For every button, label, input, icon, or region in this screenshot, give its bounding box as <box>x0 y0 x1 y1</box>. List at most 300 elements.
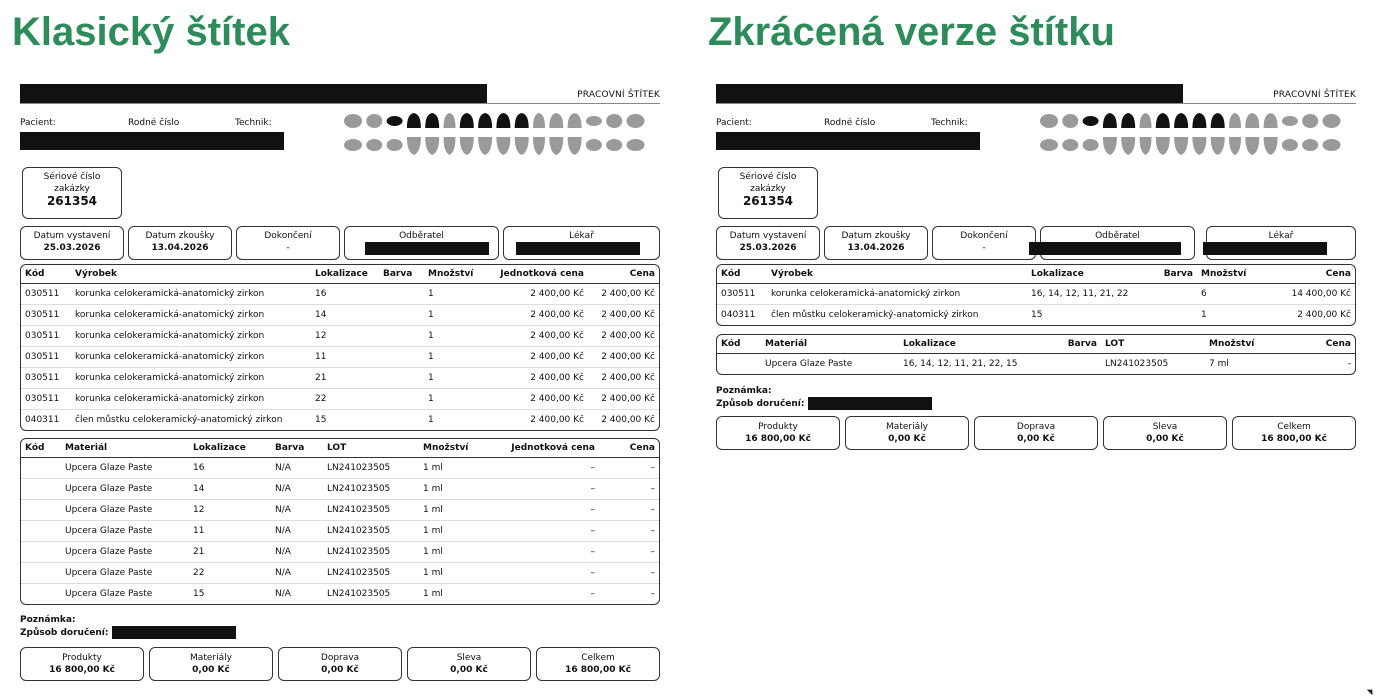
total-label: Sleva <box>1152 422 1178 432</box>
lower-tooth <box>1062 139 1078 151</box>
table-cell: 040311 <box>25 414 60 425</box>
table-cell <box>21 457 61 478</box>
teeth-chart <box>342 112 660 156</box>
serial-number-box <box>22 167 122 219</box>
completion-box <box>932 226 1036 260</box>
total-value: 16 800,00 Kč <box>1261 434 1327 444</box>
table-cell <box>379 388 424 409</box>
table-cell <box>379 346 424 367</box>
upper-tooth <box>549 113 563 128</box>
table-cell: 2 400,00 Kč <box>488 283 588 304</box>
table-row <box>21 562 659 583</box>
total-materiály <box>845 416 969 450</box>
work-label-short <box>716 84 1356 444</box>
column-header: Výrobek <box>767 265 1027 283</box>
lower-tooth <box>1083 139 1099 151</box>
table-cell: 2 400,00 Kč <box>588 325 659 346</box>
table-cell: 1 ml <box>419 478 489 499</box>
table-cell: LN241023505 <box>1105 358 1169 369</box>
table-cell: 2 400,00 Kč <box>488 367 588 388</box>
upper-tooth <box>1121 113 1135 128</box>
lower-tooth <box>549 137 563 155</box>
completion-box <box>236 226 340 260</box>
table-cell: – <box>489 562 599 583</box>
delivery-label: Způsob doručení: <box>20 628 109 638</box>
total-value: 16 800,00 Kč <box>49 665 115 675</box>
short-label-panel <box>708 0 1368 444</box>
table-row <box>21 346 659 367</box>
table-cell <box>717 353 761 374</box>
upper-tooth <box>496 113 510 128</box>
table-cell: LN241023505 <box>323 499 419 520</box>
date-try-value: 13.04.2026 <box>151 243 209 253</box>
table-cell: 2 400,00 Kč <box>588 283 659 304</box>
table-row <box>21 409 659 430</box>
doctor-box <box>1206 226 1356 260</box>
table-cell: Upcera Glaze Paste <box>65 588 153 599</box>
table-cell: 1 <box>1201 309 1207 320</box>
table-cell: – <box>489 457 599 478</box>
total-label: Materiály <box>886 422 928 432</box>
table-cell: 030511 <box>21 346 71 367</box>
date-issued-box <box>716 226 820 260</box>
table-row <box>21 583 659 604</box>
table-cell: 030511 <box>717 283 767 304</box>
column-header: Barva <box>271 439 323 457</box>
lower-tooth <box>425 137 439 155</box>
column-header: Množství <box>424 265 488 283</box>
total-doprava <box>974 416 1098 450</box>
table-cell: 22 <box>311 388 379 409</box>
total-sleva <box>407 647 531 681</box>
upper-tooth <box>627 114 645 128</box>
note-block <box>20 614 236 639</box>
customer-box <box>344 226 499 260</box>
table-cell: 12 <box>311 325 379 346</box>
rodne-cislo-label: Rodné číslo <box>824 118 876 128</box>
serial-value: 261354 <box>46 194 98 208</box>
table-cell: – <box>489 478 599 499</box>
table-cell: 1 ml <box>419 520 489 541</box>
table-cell: 1 ml <box>419 541 489 562</box>
table-cell: 16, 14, 12, 11, 21, 22, 15 <box>903 358 1018 369</box>
label-header <box>716 84 1356 104</box>
table-cell: korunka celokeramická-anatomický zirkon <box>71 388 311 409</box>
table-cell: LN241023505 <box>323 520 419 541</box>
table-cell: – <box>599 562 659 583</box>
column-header: Kód <box>21 265 71 283</box>
table-cell: korunka celokeramická-anatomický zirkon <box>71 325 311 346</box>
column-header: Materiál <box>61 439 189 457</box>
customer-label: Odběratel <box>1095 231 1140 241</box>
label-type: PRACOVNÍ ŠTÍTEK <box>577 90 660 100</box>
table-cell <box>379 283 424 304</box>
table-cell <box>21 520 61 541</box>
table-cell: 040311 <box>721 309 756 320</box>
table-cell: 1 <box>428 414 434 425</box>
upper-tooth <box>533 113 545 128</box>
column-header: LOT <box>1101 335 1205 353</box>
upper-tooth <box>425 113 439 128</box>
upper-tooth <box>1282 116 1298 126</box>
lower-tooth <box>1282 139 1298 151</box>
table-cell: N/A <box>271 478 323 499</box>
table-row <box>21 304 659 325</box>
table-cell: – <box>590 588 595 599</box>
table-cell: korunka celokeramická-anatomický zirkon <box>71 346 311 367</box>
table-cell: - <box>1347 358 1351 369</box>
total-value: 16 800,00 Kč <box>745 434 811 444</box>
table-cell: 2 400,00 Kč <box>588 388 659 409</box>
table-cell: 1 ml <box>419 562 489 583</box>
total-value: 0,00 Kč <box>321 665 359 675</box>
table-cell: 030511 <box>21 388 71 409</box>
table-cell: 16, 14, 12, 11, 21, 22 <box>1027 283 1151 304</box>
table-cell: LN241023505 <box>323 562 419 583</box>
table-cell: – <box>599 457 659 478</box>
table-row <box>21 541 659 562</box>
lower-tooth <box>1156 137 1170 155</box>
doctor-label: Lékař <box>569 231 594 241</box>
products-table <box>20 264 660 431</box>
table-cell: 1 <box>424 367 488 388</box>
doctor-label: Lékař <box>1268 231 1294 241</box>
redacted-delivery <box>808 397 932 410</box>
column-header: Cena <box>599 439 659 457</box>
table-cell: 7 ml <box>1209 358 1229 369</box>
table-cell: LN241023505 <box>327 588 391 599</box>
table-cell: N/A <box>271 520 323 541</box>
table-row <box>21 367 659 388</box>
upper-tooth <box>1103 113 1117 128</box>
table-cell: – <box>599 499 659 520</box>
upper-tooth <box>568 113 582 128</box>
table-cell: 1 <box>424 388 488 409</box>
column-header: Lokalizace <box>1027 265 1151 283</box>
upper-tooth <box>344 114 362 128</box>
table-cell: N/A <box>271 499 323 520</box>
table-row <box>21 388 659 409</box>
table-cell: 1 <box>424 346 488 367</box>
lower-tooth <box>478 137 492 155</box>
redacted-customer <box>365 242 489 255</box>
total-value: 0,00 Kč <box>1017 434 1055 444</box>
table-cell: korunka celokeramická-anatomický zirkon <box>71 283 311 304</box>
redacted-doctor <box>516 242 640 255</box>
lower-tooth <box>586 139 602 151</box>
column-header: Lokalizace <box>899 335 1041 353</box>
upper-tooth <box>1302 114 1318 128</box>
table-cell <box>21 541 61 562</box>
date-issued-value: 25.03.2026 <box>43 243 101 253</box>
delivery-label: Způsob doručení: <box>716 399 805 409</box>
date-try-box <box>128 226 232 260</box>
redacted-patient <box>716 132 980 150</box>
lower-tooth <box>344 139 362 151</box>
table-row <box>717 304 1355 325</box>
upper-tooth <box>478 113 492 128</box>
column-header: Jednotková cena <box>488 265 588 283</box>
total-value: 0,00 Kč <box>1146 434 1184 444</box>
table-cell: 1 <box>424 304 488 325</box>
total-value: 0,00 Kč <box>192 665 230 675</box>
table-cell: korunka celokeramická-anatomický zirkon <box>767 283 1027 304</box>
total-produkty <box>716 416 840 450</box>
lower-tooth <box>1040 139 1058 151</box>
upper-tooth <box>1211 113 1225 128</box>
table-cell <box>1151 283 1197 304</box>
table-cell: 030511 <box>21 304 71 325</box>
table-cell: 030511 <box>21 283 71 304</box>
date-try-value: 13.04.2026 <box>847 243 905 253</box>
table-cell <box>21 499 61 520</box>
total-celkem <box>1232 416 1356 450</box>
upper-tooth <box>1062 114 1078 128</box>
lower-tooth <box>627 139 645 151</box>
upper-tooth <box>366 114 382 128</box>
table-cell: 1 ml <box>419 457 489 478</box>
short-label-heading: Zkrácená verze štítku <box>708 10 1115 54</box>
total-value: 16 800,00 Kč <box>565 665 631 675</box>
table-cell: – <box>650 588 655 599</box>
date-try-label: Datum zkoušky <box>145 231 215 241</box>
column-header: Jednotková cena <box>489 439 599 457</box>
work-label <box>20 84 660 675</box>
serial-label: Sériové číslo zakázky <box>739 172 797 194</box>
table-cell: člen můstku celokeramický-anatomický zirkon <box>75 414 283 425</box>
lower-tooth <box>568 137 582 155</box>
products-table <box>716 264 1356 326</box>
table-row <box>21 499 659 520</box>
table-row <box>21 283 659 304</box>
table-cell: Upcera Glaze Paste <box>61 520 189 541</box>
lower-tooth <box>1174 137 1188 155</box>
lower-tooth <box>1264 137 1278 155</box>
redacted-patient <box>20 132 284 150</box>
serial-value: 261354 <box>742 194 794 208</box>
column-header: Barva <box>1151 265 1197 283</box>
table-cell: – <box>599 541 659 562</box>
completion-label: Dokončení <box>264 231 312 241</box>
table-cell: 16 <box>311 283 379 304</box>
lower-tooth <box>533 137 545 155</box>
table-cell: 2 400,00 Kč <box>530 414 584 425</box>
table-cell: Upcera Glaze Paste <box>61 562 189 583</box>
technik-label: Technik: <box>235 118 272 128</box>
table-cell: 16 <box>189 457 271 478</box>
table-cell: – <box>489 541 599 562</box>
table-cell: 14 <box>189 478 271 499</box>
completion-label: Dokončení <box>960 231 1008 241</box>
column-header: Kód <box>717 265 767 283</box>
upper-tooth <box>1156 113 1170 128</box>
table-cell: – <box>599 478 659 499</box>
table-cell: – <box>599 520 659 541</box>
total-sleva <box>1103 416 1227 450</box>
table-cell: 030511 <box>21 325 71 346</box>
table-cell: 11 <box>189 520 271 541</box>
total-value: 0,00 Kč <box>450 665 488 675</box>
redacted-lab-name <box>716 84 1183 103</box>
serial-label: Sériové číslo zakázky <box>43 172 101 194</box>
table-cell: 2 400,00 Kč <box>488 304 588 325</box>
dates-row <box>20 226 660 260</box>
patient-label: Pacient: <box>20 118 56 128</box>
table-row <box>717 283 1355 304</box>
classic-label-heading: Klasický štítek <box>12 10 290 54</box>
upper-tooth <box>460 113 474 128</box>
upper-tooth <box>444 113 456 128</box>
date-try-label: Datum zkoušky <box>841 231 911 241</box>
table-cell: 2 400,00 Kč <box>488 325 588 346</box>
column-header: Barva <box>1041 335 1101 353</box>
lower-tooth <box>407 137 421 155</box>
lower-tooth <box>1211 137 1225 155</box>
table-cell: LN241023505 <box>323 457 419 478</box>
table-cell: 12 <box>189 499 271 520</box>
table-cell <box>21 583 61 604</box>
table-cell: 15 <box>193 588 205 599</box>
table-cell: N/A <box>275 588 291 599</box>
total-label: Celkem <box>1277 422 1311 432</box>
column-header: Barva <box>379 265 424 283</box>
redacted-customer <box>1029 242 1181 255</box>
column-header: Cena <box>1267 265 1355 283</box>
classic-label-panel <box>12 0 672 675</box>
table-cell: 15 <box>315 414 327 425</box>
lower-tooth <box>1140 137 1152 155</box>
column-header: Výrobek <box>71 265 311 283</box>
lower-tooth <box>1229 137 1241 155</box>
totals-row <box>716 416 1356 450</box>
table-cell: LN241023505 <box>323 541 419 562</box>
lower-tooth <box>444 137 456 155</box>
table-cell: 1 <box>424 283 488 304</box>
upper-tooth <box>387 116 403 126</box>
table-cell: korunka celokeramická-anatomický zirkon <box>71 367 311 388</box>
label-type: PRACOVNÍ ŠTÍTEK <box>1273 90 1356 100</box>
column-header: Lokalizace <box>189 439 271 457</box>
table-cell: 1 ml <box>419 499 489 520</box>
table-cell: 21 <box>311 367 379 388</box>
lower-tooth <box>1192 137 1206 155</box>
upper-tooth <box>1323 114 1341 128</box>
table-cell: člen můstku celokeramický-anatomický zirkon <box>771 309 979 320</box>
table-cell: 6 <box>1197 283 1267 304</box>
date-issued-label: Datum vystavení <box>729 231 807 241</box>
column-header: Kód <box>717 335 761 353</box>
rodne-cislo-label: Rodné číslo <box>128 118 180 128</box>
table-row <box>21 478 659 499</box>
upper-tooth <box>1040 114 1058 128</box>
table-row <box>21 325 659 346</box>
table-row <box>21 457 659 478</box>
completion-value: - <box>286 243 290 253</box>
dates-row <box>716 226 1356 260</box>
table-cell: 2 400,00 Kč <box>588 346 659 367</box>
customer-label: Odběratel <box>399 231 444 241</box>
column-header: Množství <box>419 439 489 457</box>
date-issued-label: Datum vystavení <box>33 231 111 241</box>
table-cell: 1 ml <box>423 588 443 599</box>
table-cell: 2 400,00 Kč <box>488 346 588 367</box>
upper-tooth <box>586 116 602 126</box>
table-cell: 2 400,00 Kč <box>1297 309 1351 320</box>
table-cell: N/A <box>271 562 323 583</box>
upper-tooth <box>1192 113 1206 128</box>
mouse-cursor-icon <box>1367 687 1375 695</box>
label-header <box>20 84 660 104</box>
lower-tooth <box>1302 139 1318 151</box>
total-materiály <box>149 647 273 681</box>
column-header: Kód <box>21 439 61 457</box>
upper-tooth <box>1083 116 1099 126</box>
table-cell: 14 <box>311 304 379 325</box>
redacted-delivery <box>112 626 236 639</box>
table-cell: korunka celokeramická-anatomický zirkon <box>71 304 311 325</box>
completion-value: - <box>982 243 986 253</box>
column-header: Cena <box>1301 335 1355 353</box>
column-header: Množství <box>1205 335 1301 353</box>
materials-table <box>20 438 660 605</box>
lower-tooth <box>460 137 474 155</box>
total-produkty <box>20 647 144 681</box>
lower-tooth <box>1121 137 1135 155</box>
table-cell <box>21 562 61 583</box>
materials-table <box>716 334 1356 375</box>
lower-tooth <box>606 139 622 151</box>
upper-tooth <box>1174 113 1188 128</box>
total-label: Doprava <box>320 653 360 663</box>
note-label: Poznámka: <box>716 386 772 396</box>
total-doprava <box>278 647 402 681</box>
upper-tooth <box>1229 113 1241 128</box>
customer-box <box>1040 226 1195 260</box>
table-cell: 030511 <box>21 367 71 388</box>
upper-tooth <box>407 113 421 128</box>
note-block <box>716 385 932 410</box>
table-cell: 2 400,00 Kč <box>601 414 655 425</box>
serial-number-box <box>718 167 818 219</box>
total-value: 0,00 Kč <box>888 434 926 444</box>
table-cell: 2 400,00 Kč <box>488 388 588 409</box>
note-label: Poznámka: <box>20 615 76 625</box>
table-cell: 11 <box>311 346 379 367</box>
date-issued-box <box>20 226 124 260</box>
table-cell: – <box>489 520 599 541</box>
table-cell: Upcera Glaze Paste <box>61 457 189 478</box>
table-cell <box>379 367 424 388</box>
table-row <box>717 353 1355 374</box>
table-cell: 2 400,00 Kč <box>588 367 659 388</box>
table-cell: Upcera Glaze Paste <box>61 499 189 520</box>
total-label: Sleva <box>456 653 482 663</box>
table-cell <box>379 409 424 430</box>
table-cell: N/A <box>271 541 323 562</box>
upper-tooth <box>1245 113 1259 128</box>
total-label: Produkty <box>758 422 798 432</box>
table-cell: LN241023505 <box>323 478 419 499</box>
total-label: Doprava <box>1016 422 1056 432</box>
table-cell: 1 <box>424 325 488 346</box>
column-header: Lokalizace <box>311 265 379 283</box>
total-celkem <box>536 647 660 681</box>
teeth-chart <box>1038 112 1356 156</box>
table-cell: 15 <box>1031 309 1043 320</box>
doctor-box <box>503 226 660 260</box>
table-cell: Upcera Glaze Paste <box>765 358 853 369</box>
total-label: Produkty <box>62 653 102 663</box>
